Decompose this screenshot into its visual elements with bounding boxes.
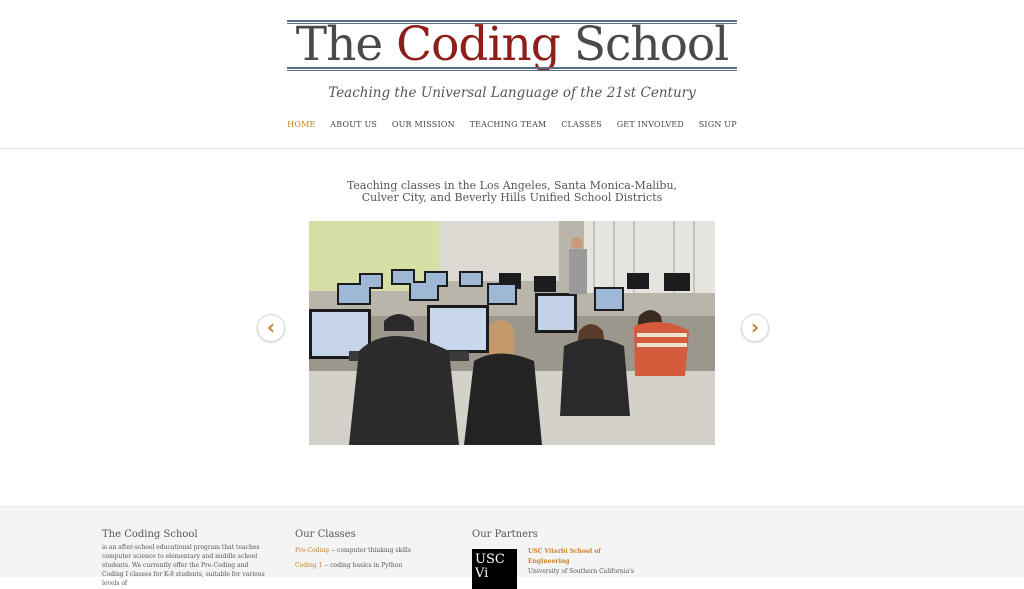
- nav-item-classes[interactable]: CLASSES: [561, 120, 602, 129]
- slider-image: [309, 221, 715, 445]
- nav-item-sign-up[interactable]: SIGN UP: [698, 120, 737, 129]
- logo-rule: [287, 67, 737, 69]
- partner-info: [528, 547, 638, 576]
- hero-section: [0, 149, 1024, 507]
- partner-desc: University of Southern California's: [528, 568, 634, 575]
- classroom-photo: [309, 221, 715, 445]
- nav-item-get-involved[interactable]: GET INVOLVED: [616, 120, 684, 129]
- nav-item-teaching-team[interactable]: TEACHING TEAM: [469, 120, 547, 129]
- logo-text: [287, 18, 737, 72]
- hero-intro-line: Teaching classes in the Los Angeles, Santa Monica-Malibu,: [346, 179, 678, 192]
- nav-item-home[interactable]: HOME: [287, 120, 316, 129]
- footer-about-text: is an after-school educational program that teaches computer science to elementary and middle school students. We currently offer the Pre-Coding and Coding I classes for K-8 students, suitable for various levels of: [102, 544, 265, 587]
- footer-classes: [295, 529, 455, 571]
- slider-prev-button[interactable]: ‹: [257, 314, 285, 342]
- hero-intro-line: Culver City, and Beverly Hills Unified School Districts: [361, 191, 663, 204]
- site-header: [0, 0, 1024, 149]
- site-footer: [0, 507, 1024, 587]
- class-link[interactable]: Coding 1: [295, 562, 323, 569]
- nav-item-about-us[interactable]: ABOUT US: [330, 120, 378, 129]
- class-list-item: [295, 560, 455, 571]
- class-list-item: [295, 545, 455, 556]
- hero-intro: [312, 180, 712, 204]
- main-nav: [0, 120, 1024, 129]
- site-logo[interactable]: [287, 17, 737, 72]
- footer-partners-title: Our Partners: [472, 529, 538, 540]
- footer-classes-title: Our Classes: [295, 529, 356, 540]
- class-desc: -- coding basics in Python: [322, 562, 403, 569]
- logo-word-the: The: [295, 17, 383, 72]
- usc-viterbi-logo[interactable]: USC Vi: [472, 549, 517, 589]
- logo-rule: [287, 70, 737, 71]
- nav-item-our-mission[interactable]: OUR MISSION: [391, 120, 455, 129]
- footer-about: [102, 529, 267, 588]
- class-link[interactable]: Pre-Coding: [295, 547, 330, 554]
- logo-word-coding: Coding: [396, 17, 560, 72]
- site-tagline: Teaching the Universal Language of the 21st Century: [328, 85, 696, 101]
- class-desc: -- computer thinking skills: [329, 547, 411, 554]
- footer-partners: [472, 529, 634, 581]
- partner-name-link[interactable]: USC Viterbi School of Engineering: [528, 548, 601, 565]
- logo-word-school: School: [573, 17, 729, 72]
- footer-about-title: The Coding School: [102, 529, 198, 540]
- slider-next-button[interactable]: ›: [741, 314, 769, 342]
